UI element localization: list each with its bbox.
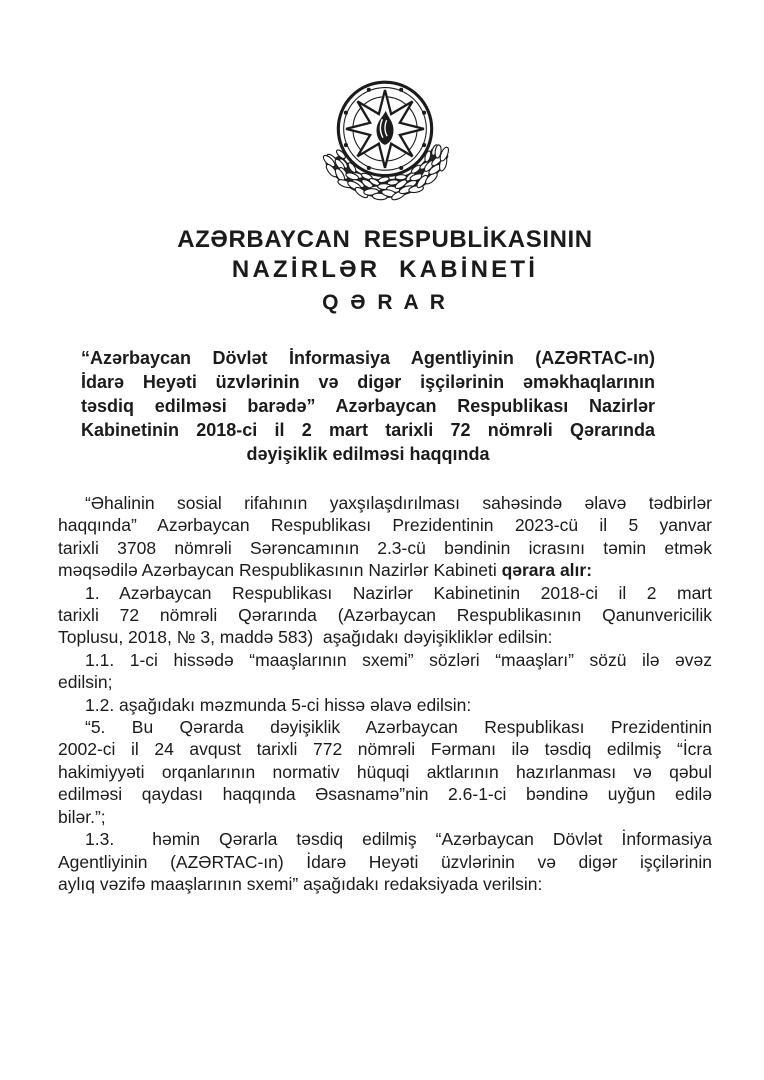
subtitle-line: dəyişiklik edilməsi haqqında (246, 444, 490, 464)
paragraph (58, 828, 712, 895)
subtitle-line: təsdiq edilməsi barədə” Azərbaycan Respublikası Nazirlər (81, 396, 655, 416)
document-type-title: Q Ə R A R (322, 291, 448, 314)
azerbaijan-emblem-icon (314, 80, 456, 205)
org-name-line2: NAZİRLƏR KABİNETİ (231, 256, 539, 283)
text-line: 2002-ci il 24 avqust tarixli 772 nömrəli Fərmanı ilə təsdiq edilmiş “İcra (58, 739, 712, 760)
doc-body (58, 492, 712, 895)
text-line: məqsədilə Azərbaycan Respublikasının Nazirlər Kabineti qərara alır: (58, 560, 593, 581)
subtitle-line: Kabinetinin 2018-ci il 2 mart tarixli 72 nömrəli Qərarında (81, 420, 655, 440)
text-line: aylıq vəzifə maaşlarının sxemi” aşağıdakı redaksiyada verilsin: (58, 873, 543, 894)
subtitle-line: “Azərbaycan Dövlət İnformasiya Agentliyinin (AZƏRTAC-ın) (81, 348, 655, 368)
text-line: 1. Azərbaycan Respublikası Nazirlər Kabinetinin 2018-ci il 2 mart (85, 582, 712, 603)
paragraph (58, 492, 712, 582)
state-emblem (58, 0, 712, 205)
text-line: 1.2. aşağıdakı məzmunda 5-ci hissə əlavə edilsin: (85, 694, 472, 715)
text-line: Toplusu, 2018, № 3, maddə 583) aşağıdakı dəyişikliklər edilsin: (58, 627, 553, 648)
text-line: “Əhalinin sosial rifahının yaxşılaşdırılması sahəsində əlavə tədbirlər (85, 493, 712, 513)
text-line: “5. Bu Qərarda dəyişiklik Azərbaycan Respublikası Prezidentinin (85, 717, 712, 738)
text-line: tarixli 3708 nömrəli Sərəncamının 2.3-cü bəndinin icrasını təmin etmək (58, 537, 712, 558)
text-line: hakimiyyəti orqanlarının normativ hüquqi aktlarının hazırlanması və qəbul (58, 761, 712, 782)
text-line: bilər.”; (58, 806, 106, 827)
paragraph (58, 582, 712, 649)
text-line: haqqında” Azərbaycan Respublikası Prezidentinin 2023-cü il 5 yanvar (58, 515, 712, 536)
text-line: Agentliyinin (AZƏRTAC-ın) İdarə Heyəti üzvlərinin və digər işçilərinin (58, 851, 712, 872)
org-name-line1: AZƏRBAYCAN RESPUBLİKASININ (177, 226, 593, 253)
text-line: 1.1. 1-ci hissədə “maaşlarının sxemi” sözləri “maaşları” sözü ilə əvəz (85, 649, 712, 670)
text-line: tarixli 72 nömrəli Qərarında (Azərbaycan Respublikasının Qanunvericilik (58, 605, 712, 626)
paragraph (58, 649, 712, 694)
paragraph (58, 694, 712, 716)
text-line: edilsin; (58, 672, 113, 693)
subtitle-line: İdarə Heyəti üzvlərinin və digər işçilərinin əməkhaqlarının (81, 372, 655, 392)
subtitle (81, 346, 655, 466)
text-line: edilməsi qaydası haqqında Əsasnamə”nin 2.6-1-ci bəndinə uyğun edilə (58, 784, 712, 805)
text-line: 1.3. həmin Qərarla təsdiq edilmiş “Azərbaycan Dövlət İnformasiya (85, 829, 712, 850)
paragraph (58, 716, 712, 828)
